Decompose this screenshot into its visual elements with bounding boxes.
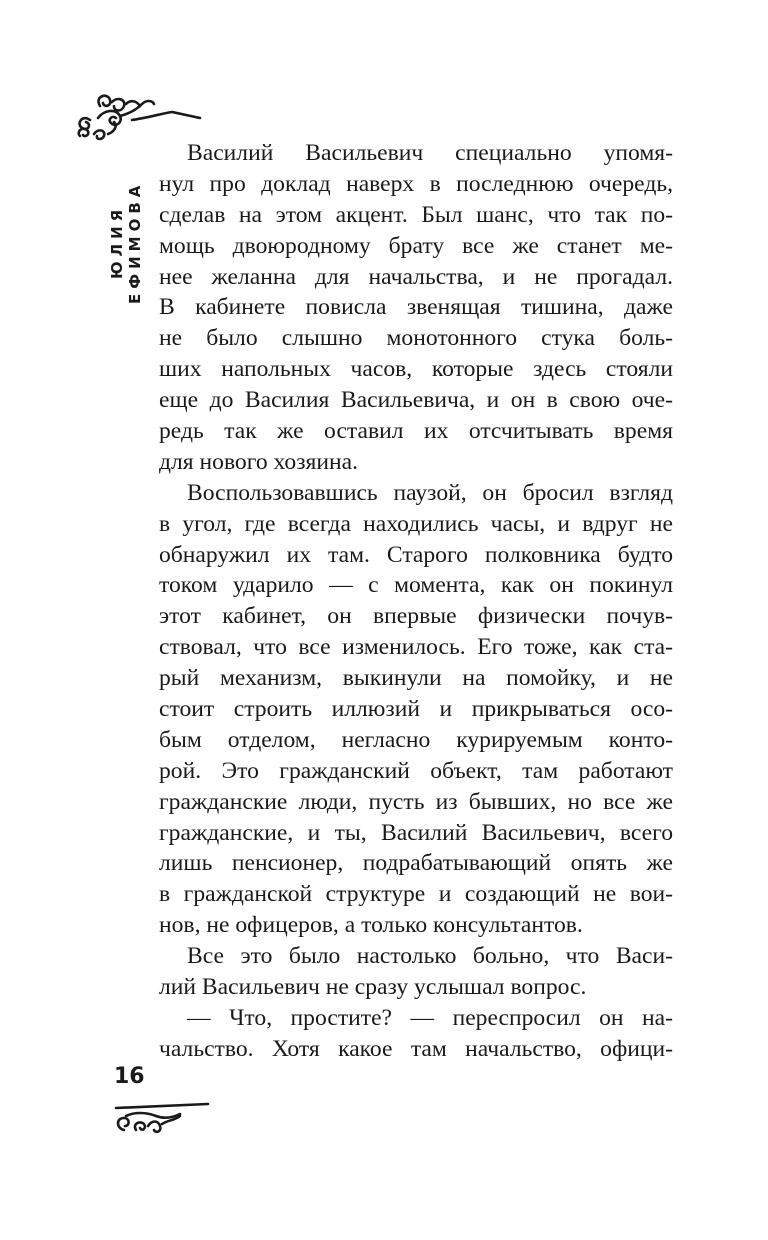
author-name: ЮЛИЯ ЕФИМОВА	[108, 180, 144, 304]
text-line: еще до Василия Васильевича, и он в свою оче-	[159, 387, 673, 414]
text-line: бым отделом, негласно курируемым конто-	[159, 726, 673, 753]
text-line: обнаружил их там. Старого полковника будто	[159, 541, 673, 568]
text-line: лишь пенсионер, подрабатывающий опять же	[159, 850, 673, 877]
text-line: стоит строить иллюзий и прикрываться осо-	[159, 696, 673, 723]
text-line: в угол, где всегда находились часы, и вдруг не	[159, 510, 673, 537]
text-line: чальство. Хотя какое там начальство, офици-	[159, 1035, 673, 1062]
text-line: лий Васильевич не сразу услышал вопрос.	[159, 974, 587, 1001]
text-line: Воспользовавшись паузой, он бросил взгляд	[187, 479, 673, 506]
text-line: не было слышно монотонного стука боль-	[159, 325, 673, 352]
text-line: нее желанна для начальства, и не прогадал.	[159, 263, 673, 290]
text-line: редь так же оставил их отсчитывать время	[159, 418, 673, 445]
ornament-bottom-icon	[112, 1100, 212, 1142]
text-line: током ударило — с момента, как он покинул	[159, 572, 673, 599]
paragraph	[159, 1003, 673, 1065]
paragraph	[159, 478, 673, 941]
text-line: в гражданской структуре и создающий не вои-	[159, 881, 673, 908]
text-line: рый механизм, выкинули на помойку, и не	[159, 665, 673, 692]
text-line: мощь двоюродному брату все же станет ме-	[159, 232, 673, 259]
text-line: сделав на этом акцент. Был шанс, что так по-	[159, 201, 673, 228]
text-line: гражданские, и ты, Василий Васильевич, всего	[159, 819, 673, 846]
text-line: нул про доклад наверх в последнюю очередь,	[159, 170, 673, 197]
text-line: этот кабинет, он впервые физически почув-	[159, 603, 673, 630]
text-line: рой. Это гражданский объект, там работают	[159, 757, 673, 784]
text-line: Василий Васильевич специально упомя-	[187, 140, 673, 166]
text-line: В кабинете повисла звенящая тишина, даже	[159, 294, 673, 321]
paragraph	[159, 941, 673, 1003]
text-line: для нового хозяина.	[159, 448, 359, 475]
page-number: 16	[114, 1064, 145, 1089]
text-line: ших напольных часов, которые здесь стояли	[159, 356, 673, 383]
text-line: гражданские люди, пусть из бывших, но все же	[159, 788, 673, 815]
text-line: нов, не офицеров, а только консультантов.	[159, 912, 583, 939]
text-line: Все это было настолько больно, что Васи-	[187, 943, 673, 970]
text-line: ствовал, что все изменилось. Его тоже, как ста-	[159, 634, 673, 661]
paragraph	[159, 138, 673, 478]
body-text	[159, 138, 673, 1065]
text-line: — Что, простите? — переспросил он на-	[187, 1004, 673, 1031]
